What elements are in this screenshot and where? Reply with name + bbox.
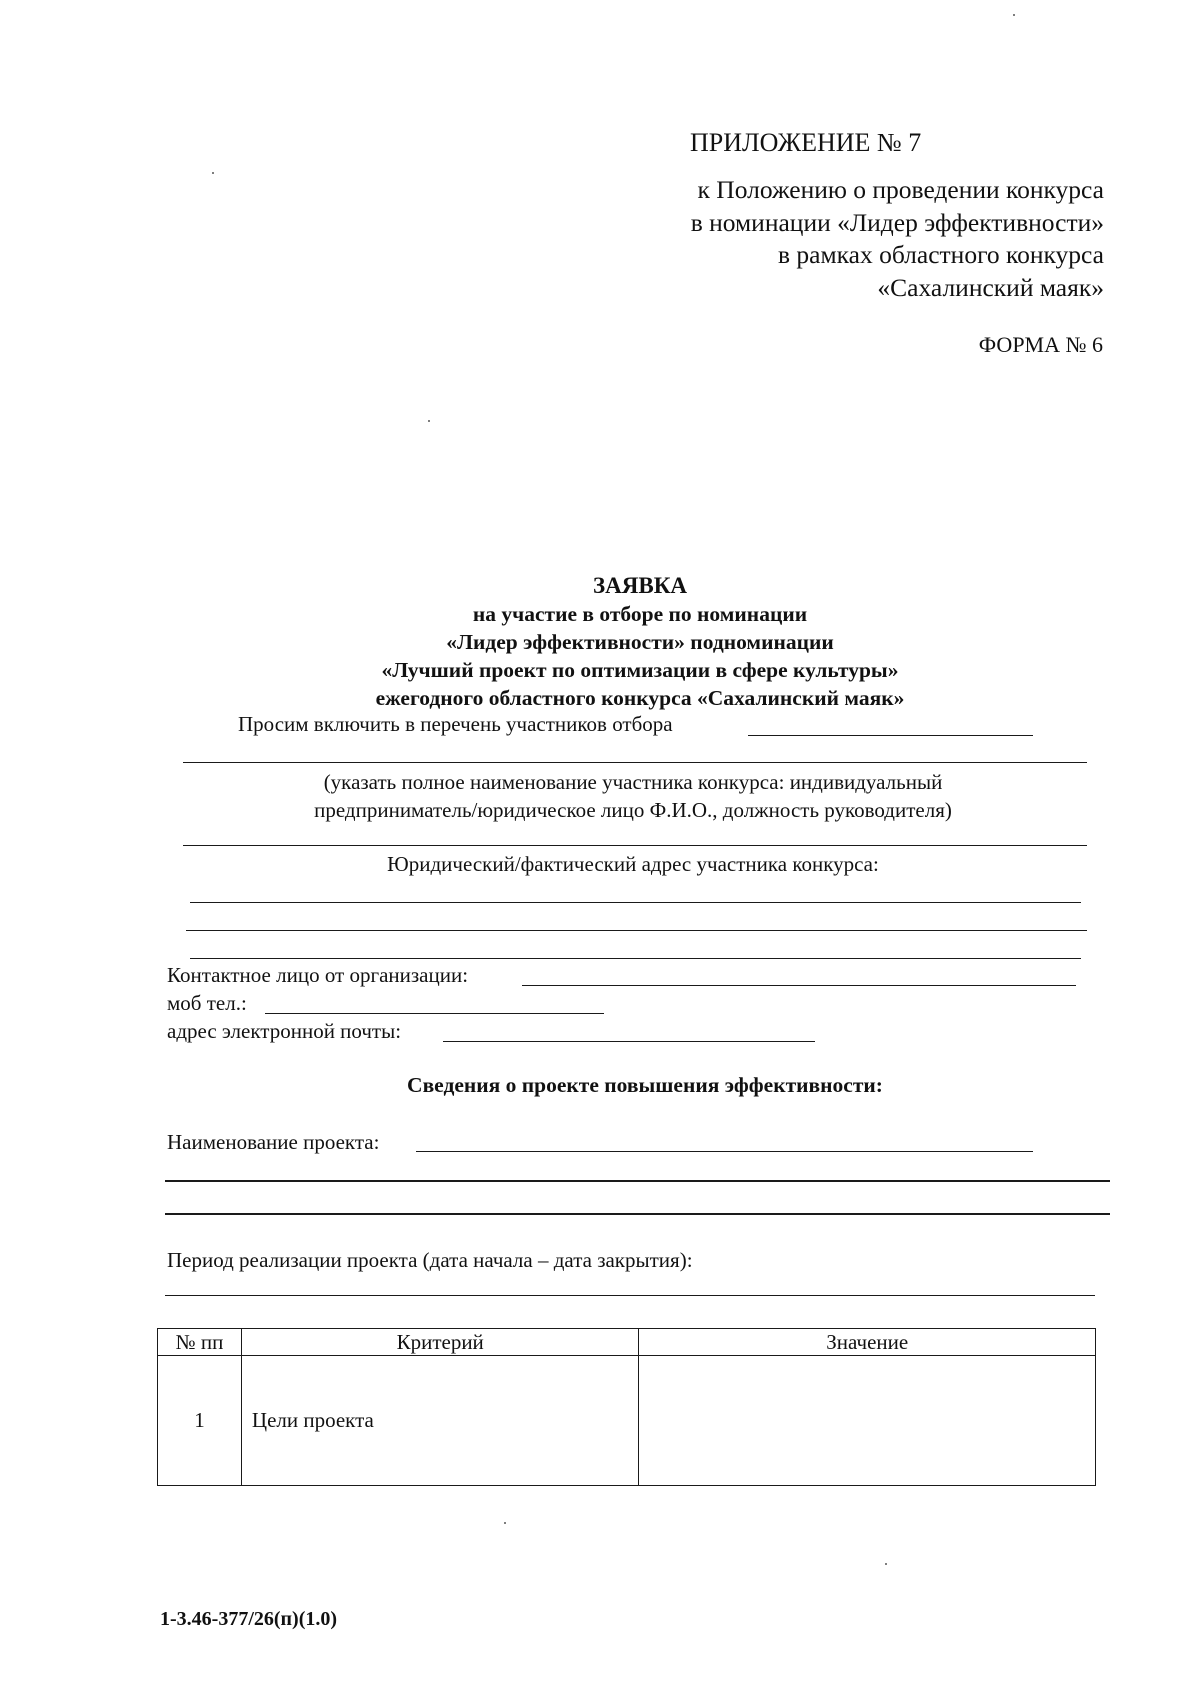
phone-field[interactable] bbox=[265, 1013, 604, 1014]
application-subtitle-line: ежегодного областного конкурса «Сахалинский маяк» bbox=[375, 686, 905, 710]
table-header-row bbox=[158, 1329, 1096, 1356]
application-title-block bbox=[145, 572, 1135, 712]
row-criterion: Цели проекта bbox=[241, 1356, 639, 1486]
address-field-line2[interactable] bbox=[186, 930, 1087, 931]
appendix-reference-line: «Сахалинский маяк» bbox=[877, 272, 1104, 302]
row-number: 1 bbox=[158, 1356, 242, 1486]
project-name-label: Наименование проекта: bbox=[167, 1130, 380, 1154]
appendix-reference-line: в номинации «Лидер эффективности» bbox=[690, 207, 1104, 237]
project-period-field[interactable] bbox=[165, 1295, 1095, 1296]
project-name-field-line3[interactable] bbox=[165, 1213, 1110, 1215]
participant-name-field-line3[interactable] bbox=[183, 845, 1087, 846]
project-section-title: Сведения о проекте повышения эффективности: bbox=[407, 1073, 883, 1097]
participant-name-field[interactable] bbox=[748, 735, 1033, 736]
phone-label: моб тел.: bbox=[167, 991, 247, 1015]
application-subtitle-line: «Лидер эффективности» подноминации bbox=[446, 630, 834, 654]
participant-name-field-line2[interactable] bbox=[183, 762, 1087, 763]
scan-speck bbox=[885, 1563, 887, 1565]
criteria-table bbox=[157, 1328, 1096, 1486]
column-header-criterion: Критерий bbox=[241, 1329, 639, 1356]
appendix-reference-line: в рамках областного конкурса bbox=[778, 240, 1104, 269]
participant-hint-line: предприниматель/юридическое лицо Ф.И.О., должность руководителя) bbox=[314, 798, 952, 822]
column-header-value: Значение bbox=[639, 1329, 1096, 1356]
contact-field[interactable] bbox=[522, 985, 1076, 986]
form-number: ФОРМА № 6 bbox=[978, 332, 1103, 357]
application-subtitle-line: на участие в отборе по номинации bbox=[472, 602, 808, 626]
request-label: Просим включить в перечень участников отбора bbox=[238, 712, 673, 736]
participant-hint bbox=[170, 768, 1096, 824]
table-row bbox=[158, 1356, 1096, 1486]
contact-label: Контактное лицо от организации: bbox=[167, 963, 469, 987]
address-label: Юридический/фактический адрес участника конкурса: bbox=[387, 852, 879, 876]
document-code: 1-3.46-377/26(п)(1.0) bbox=[160, 1608, 338, 1630]
row-value-cell[interactable] bbox=[639, 1356, 1096, 1486]
scan-speck bbox=[428, 420, 430, 422]
scan-speck bbox=[212, 172, 214, 174]
application-subtitle-line: «Лучший проект по оптимизации в сфере культуры» bbox=[381, 658, 899, 682]
column-header-number: № пп bbox=[158, 1329, 242, 1356]
email-field[interactable] bbox=[443, 1041, 815, 1042]
project-name-field-line2[interactable] bbox=[165, 1180, 1110, 1182]
scan-speck bbox=[504, 1522, 506, 1524]
scan-speck bbox=[1013, 14, 1015, 16]
appendix-reference-line: к Положению о проведении конкурса bbox=[697, 175, 1104, 204]
appendix-reference bbox=[691, 174, 1104, 304]
appendix-title: ПРИЛОЖЕНИЕ № 7 bbox=[690, 128, 922, 157]
address-field-line1[interactable] bbox=[190, 902, 1081, 903]
project-name-field[interactable] bbox=[416, 1151, 1033, 1152]
address-field-line3[interactable] bbox=[190, 958, 1081, 959]
application-title: ЗАЯВКА bbox=[593, 573, 687, 598]
participant-hint-line: (указать полное наименование участника конкурса: индивидуальный bbox=[323, 770, 943, 794]
project-period-label: Период реализации проекта (дата начала – дата закрытия): bbox=[167, 1248, 693, 1272]
email-label: адрес электронной почты: bbox=[167, 1019, 402, 1043]
